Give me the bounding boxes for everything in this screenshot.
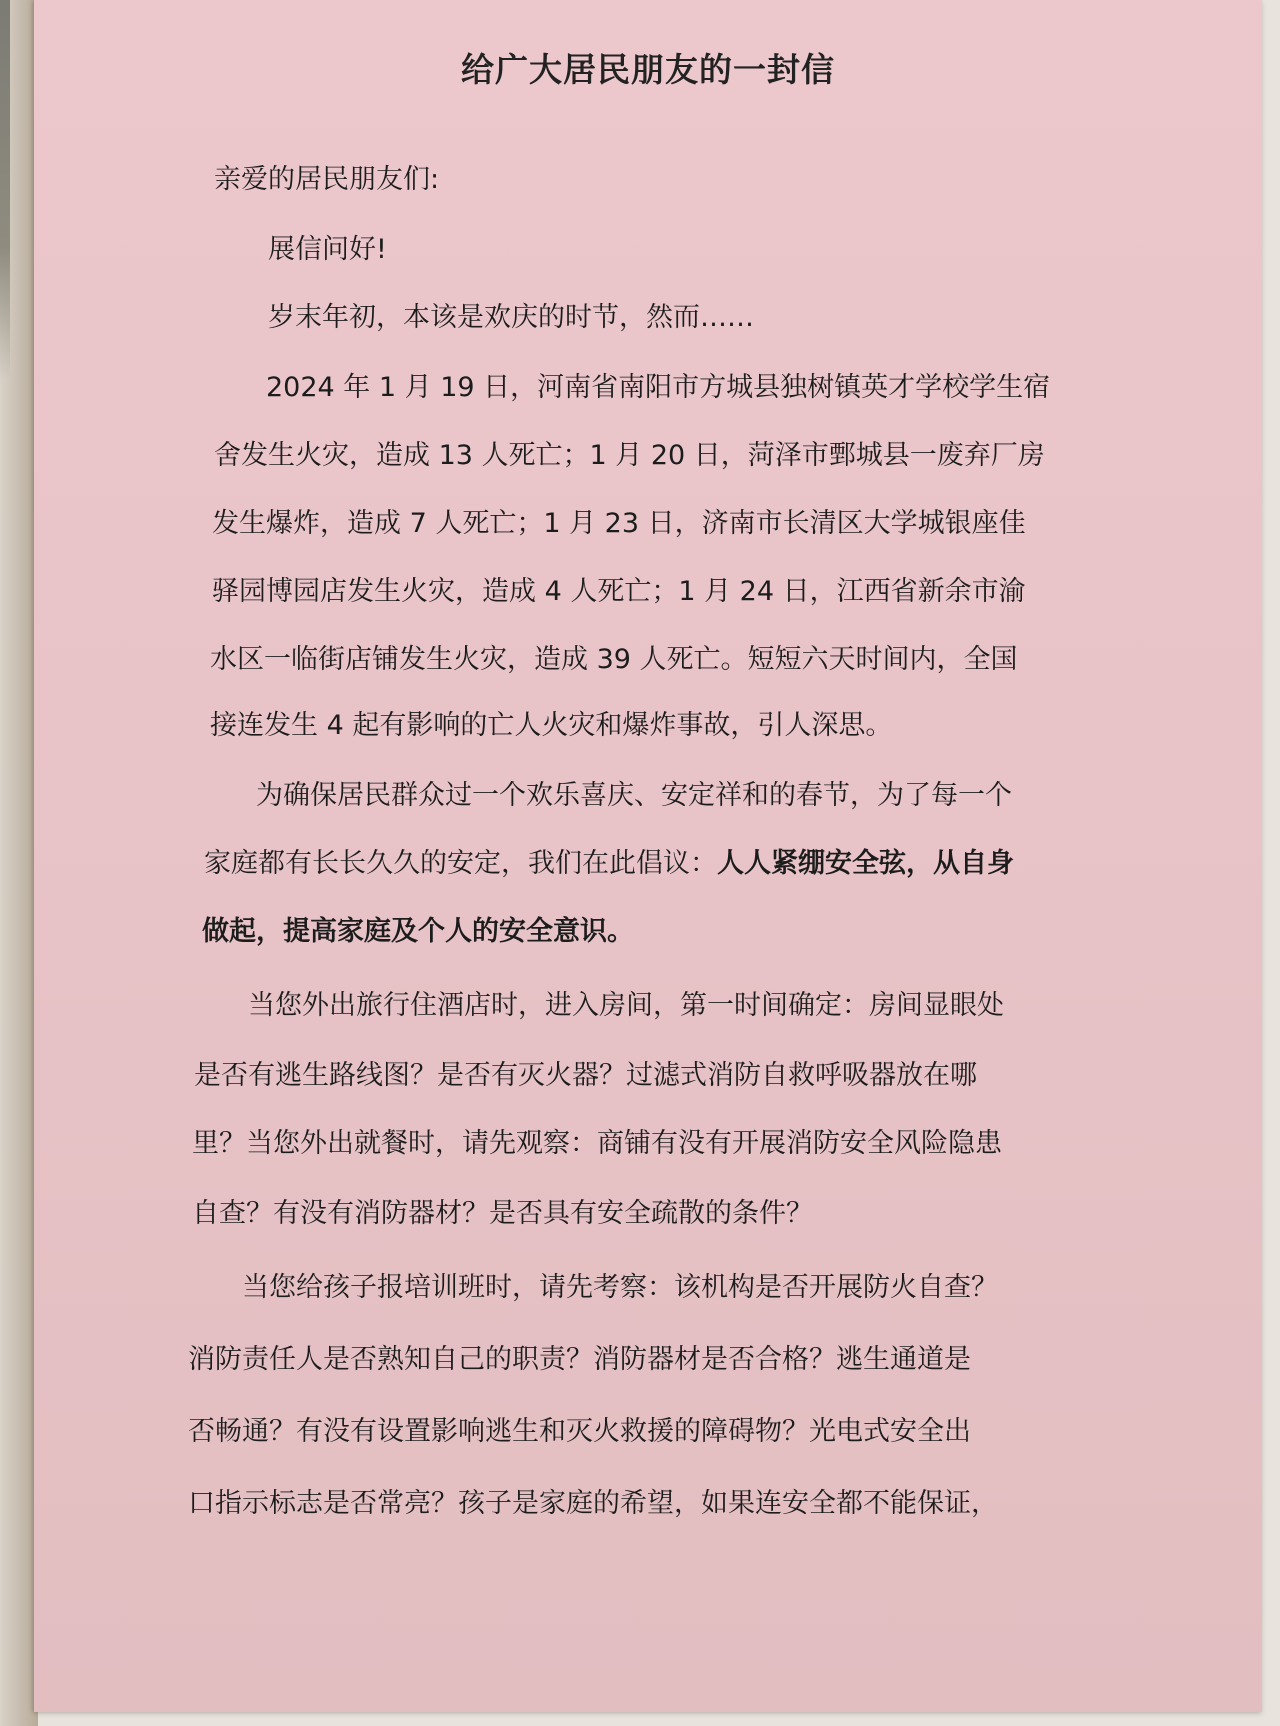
paragraph-2-text: 家庭都有长长久久的安定，我们在此倡议： (204, 848, 717, 879)
paragraph-3-line: 自查？有没有消防器材？是否具有安全疏散的条件？ (192, 1198, 813, 1229)
paragraph-1-line: 接连发生 4 起有影响的亡人火灾和爆炸事故，引人深思。 (210, 710, 893, 741)
paragraph-2-emphasis-line: 做起，提高家庭及个人的安全意识。 (202, 916, 634, 947)
paragraph-1-line: 驿园博园店发生火灾，造成 4 人死亡；1 月 24 日，江西省新余市渝 (212, 576, 1026, 607)
paragraph-4-line: 口指示标志是否常亮？孩子是家庭的希望，如果连安全都不能保证， (188, 1488, 998, 1519)
paragraph-3-line: 当您外出旅行住酒店时，进入房间，第一时间确定：房间显眼处 (248, 990, 1004, 1021)
intro-line: 岁末年初，本该是欢庆的时节，然而…… (268, 302, 754, 333)
letter-page (34, 0, 1262, 1712)
greeting: 展信问好! (268, 234, 387, 265)
paragraph-2-line: 为确保居民群众过一个欢乐喜庆、安定祥和的春节，为了每一个 (256, 780, 1012, 811)
paragraph-3-line: 是否有逃生路线图？是否有灭火器？过滤式消防自救呼吸器放在哪 (194, 1060, 977, 1091)
paragraph-2-emphasis: 人人紧绷安全弦，从自身 (717, 848, 1014, 879)
paragraph-1-line: 2024 年 1 月 19 日，河南省南阳市方城县独树镇英才学校学生宿 (266, 372, 1051, 403)
paragraph-2-line (204, 846, 1014, 882)
letter-title: 给广大居民朋友的一封信 (461, 50, 835, 89)
paragraph-4-line: 当您给孩子报培训班时，请先考察：该机构是否开展防火自查？ (242, 1272, 998, 1303)
paragraph-4-line: 否畅通？有没有设置影响逃生和灭火救援的障碍物？光电式安全出 (188, 1416, 971, 1447)
paragraph-1-line: 舍发生火灾，造成 13 人死亡；1 月 20 日，菏泽市鄄城县一废弃厂房 (214, 440, 1045, 471)
paragraph-4-line: 消防责任人是否熟知自己的职责？消防器材是否合格？逃生通道是 (188, 1344, 971, 1375)
paragraph-1-line: 发生爆炸，造成 7 人死亡；1 月 23 日，济南市长清区大学城银座佳 (212, 508, 1026, 539)
salutation: 亲爱的居民朋友们: (214, 164, 440, 195)
binder-edge (0, 0, 10, 380)
paragraph-1-line: 水区一临街店铺发生火灾，造成 39 人死亡。短短六天时间内，全国 (210, 644, 1018, 675)
paragraph-3-line: 里？当您外出就餐时，请先观察：商铺有没有开展消防安全风险隐患 (192, 1128, 1002, 1159)
